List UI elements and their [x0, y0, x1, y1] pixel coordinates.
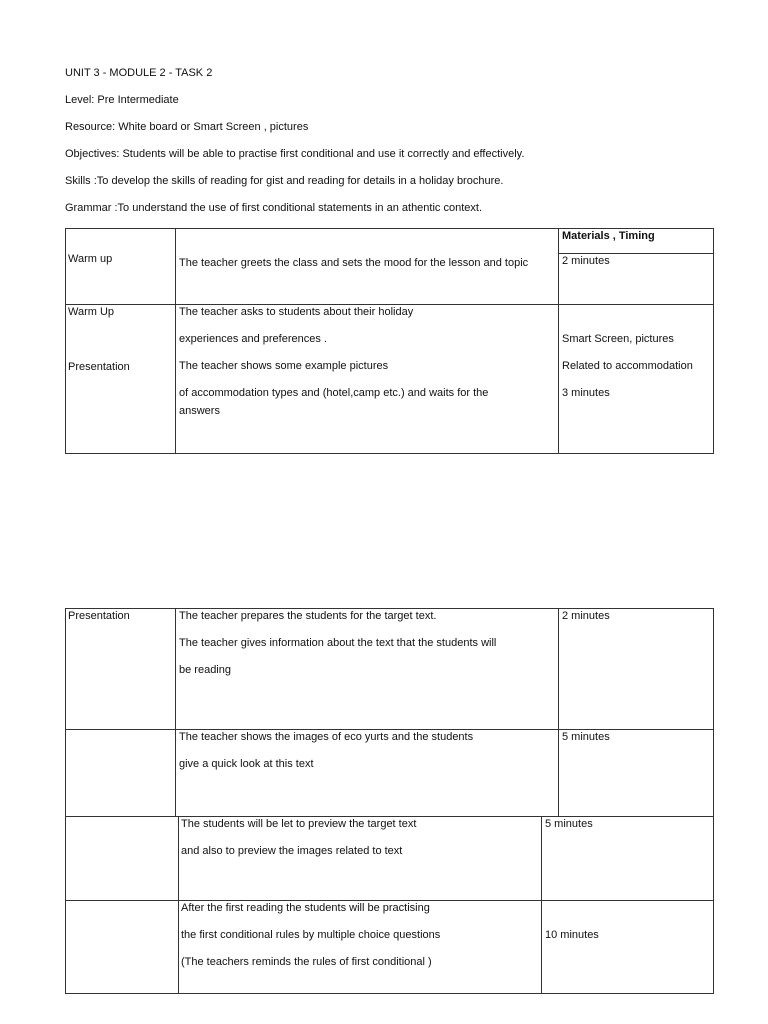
- objectives-line: Objectives: Students will be able to practise first conditional and use it correctly and effectively.: [65, 148, 525, 160]
- table-1-row-2-stage-warm-up: Warm Up: [68, 306, 115, 318]
- table-1-row-2-desc-line-4: of accommodation types and (hotel,camp etc.) and waits for the: [179, 387, 489, 399]
- table-2-row-3-desc-line-1: The students will be let to preview the target text: [181, 818, 417, 830]
- table-2-row-divider-1: [65, 729, 714, 730]
- grammar-line: Grammar :To understand the use of first conditional statements in an athentic context.: [65, 202, 482, 214]
- table-2-row-divider-2: [65, 816, 714, 817]
- table-2-row-3-desc-line-2: and also to preview the images related to text: [181, 845, 403, 857]
- table-2-row-4-desc-line-3: (The teachers reminds the rules of first conditional ): [181, 956, 432, 968]
- table-1-row-1-stage: Warm up: [68, 253, 113, 265]
- table-2-row-4-desc-line-2: the first conditional rules by multiple choice questions: [181, 929, 441, 941]
- table-1-header-divider: [558, 253, 714, 254]
- table-1-row-2-materials-2: Related to accommodation: [562, 360, 693, 372]
- table-2-row-1-desc-line-1: The teacher prepares the students for the target text.: [179, 610, 437, 622]
- table-1-row-2-timing: 3 minutes: [562, 387, 610, 399]
- table-1-row-1-timing: 2 minutes: [562, 255, 610, 267]
- table-1-row-1-description: The teacher greets the class and sets the mood for the lesson and topic: [179, 257, 529, 269]
- resource-line: Resource: White board or Smart Screen , pictures: [65, 121, 309, 133]
- table-2-col-divider-1b: [178, 816, 179, 994]
- table-2-row-2-desc-line-1: The teacher shows the images of eco yurts and the students: [179, 731, 474, 743]
- table-2-col-divider-2a: [558, 608, 559, 816]
- table-1-row-2-desc-line-5: answers: [179, 405, 220, 417]
- table-2-row-1-stage: Presentation: [68, 610, 130, 622]
- table-2-row-1-desc-line-3: be reading: [179, 664, 231, 676]
- materials-timing-header: Materials , Timing: [562, 230, 655, 242]
- table-2-row-4-timing: 10 minutes: [545, 929, 599, 941]
- table-2-col-divider-1a: [175, 608, 176, 816]
- table-2-row-3-timing: 5 minutes: [545, 818, 593, 830]
- table-2-col-divider-2b: [541, 816, 542, 994]
- table-2-row-2-timing: 5 minutes: [562, 731, 610, 743]
- table-2-row-2-desc-line-2: give a quick look at this text: [179, 758, 314, 770]
- table-1-row-2-desc-line-1: The teacher asks to students about their holiday: [179, 306, 414, 318]
- table-1-row-2-stage-presentation: Presentation: [68, 361, 130, 373]
- table-1-row-2-desc-line-2: experiences and preferences .: [179, 333, 327, 345]
- skills-line: Skills :To develop the skills of reading for gist and reading for details in a holiday brochure.: [65, 175, 504, 187]
- table-2-row-1-desc-line-2: The teacher gives information about the text that the students will: [179, 637, 497, 649]
- table-1-col-divider-2: [558, 228, 559, 454]
- table-2-row-4-desc-line-1: After the first reading the students will be practising: [181, 902, 430, 914]
- table-2-row-1-timing: 2 minutes: [562, 610, 610, 622]
- table-1-col-divider-1: [175, 228, 176, 454]
- table-1-row-2-materials-1: Smart Screen, pictures: [562, 333, 674, 345]
- table-1-row-divider: [65, 304, 714, 305]
- level-line: Level: Pre Intermediate: [65, 94, 179, 106]
- table-1-row-2-desc-line-3: The teacher shows some example pictures: [179, 360, 389, 372]
- document-title: UNIT 3 - MODULE 2 - TASK 2: [65, 67, 213, 79]
- table-2-row-divider-3: [65, 900, 714, 901]
